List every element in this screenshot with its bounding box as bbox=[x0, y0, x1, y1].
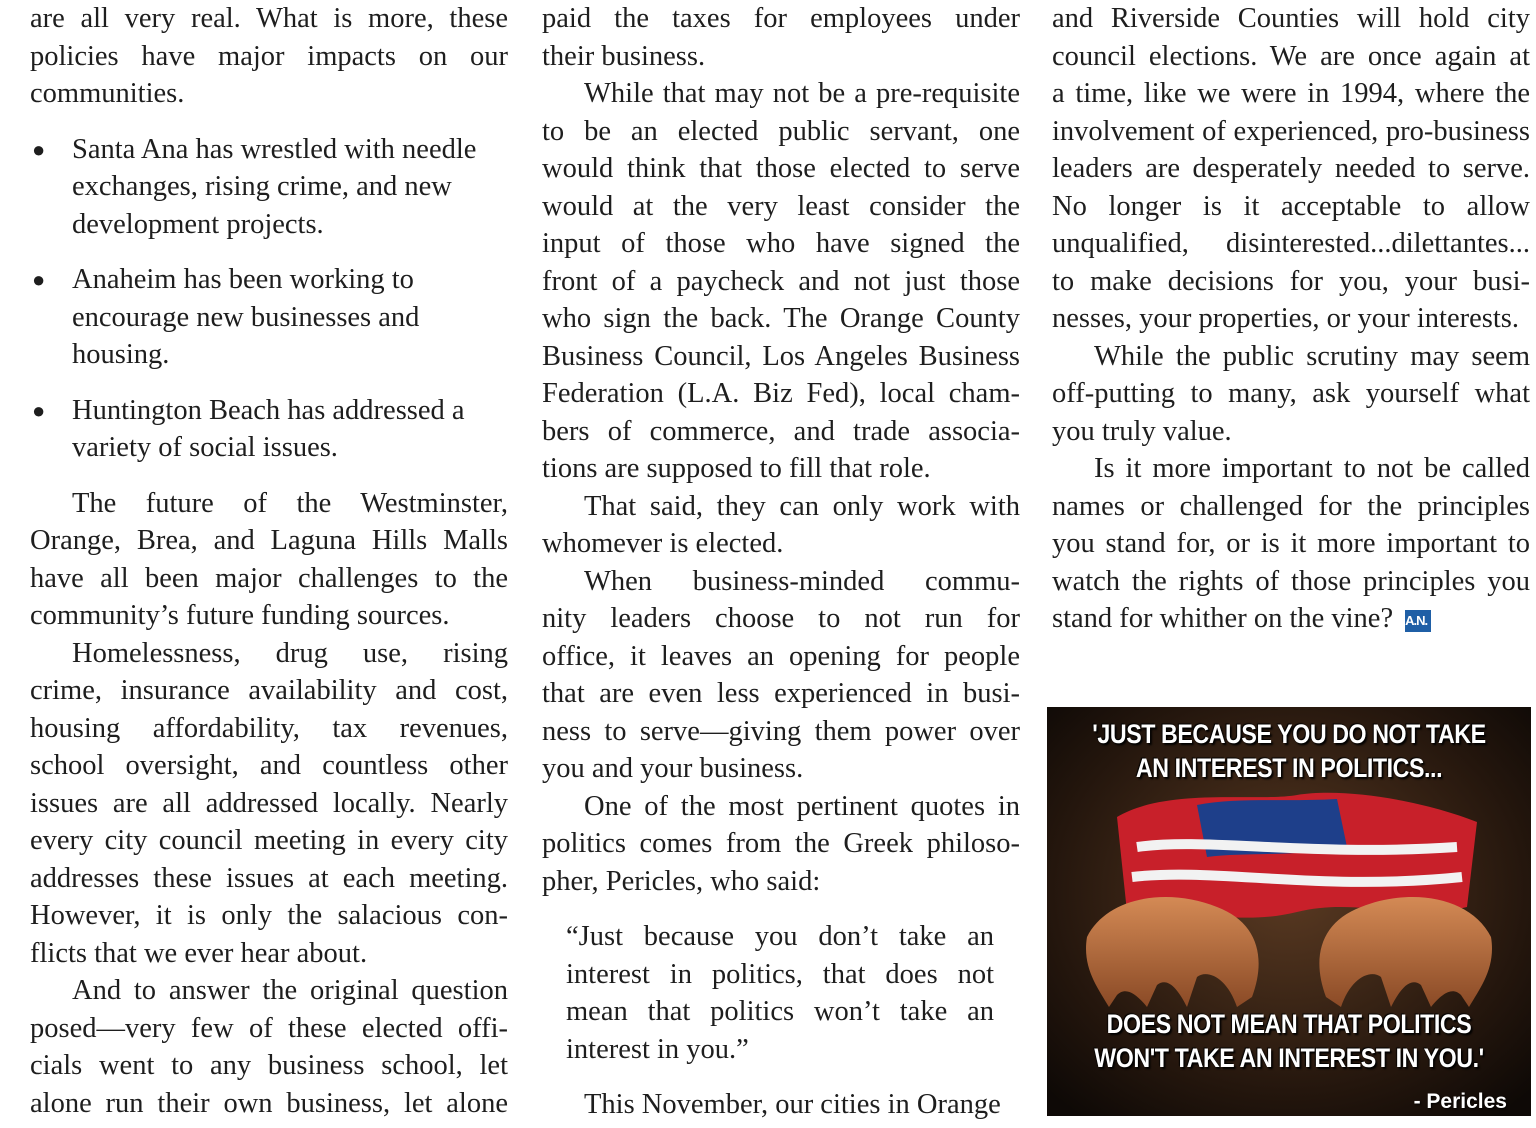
text-line: interest in you.” bbox=[566, 1033, 749, 1065]
text-line: And to answer the original question bbox=[72, 975, 508, 1006]
text-line: While the public scrutiny may seem bbox=[1094, 340, 1530, 372]
text-line: development projects. bbox=[72, 208, 324, 240]
text-line: posed—very few of these elected offi- bbox=[30, 1012, 508, 1044]
text-line: housing affordability, tax revenues, bbox=[30, 712, 508, 744]
text-line: nesses, your properties, or your interests. bbox=[1052, 303, 1519, 334]
text-line: every city council meeting in every city bbox=[30, 825, 508, 856]
paragraph-november bbox=[542, 1086, 1020, 1124]
bullet-icon: ● bbox=[32, 397, 46, 423]
text-line: and Riverside Counties will hold city bbox=[1052, 3, 1530, 34]
text-line: addresses these issues at each meeting. bbox=[30, 862, 508, 894]
text-line: their business. bbox=[542, 40, 706, 72]
text-line: you and your business. bbox=[542, 753, 804, 784]
poster-caption-line: 'JUST BECAUSE YOU DO NOT TAKE bbox=[1092, 719, 1486, 749]
text-line: flicts that we ever hear about. bbox=[30, 937, 368, 969]
poster-bottom-caption bbox=[1081, 1007, 1497, 1075]
text-line: Santa Ana has wrestled with needle bbox=[72, 133, 477, 165]
text-line: that are even less experienced in busi- bbox=[542, 678, 1020, 709]
bullet-item-anaheim bbox=[30, 261, 508, 374]
text-line: to make decisions for you, your busi- bbox=[1052, 265, 1530, 297]
text-line: crime, insurance availability and cost, bbox=[30, 675, 508, 706]
paragraph-when bbox=[542, 563, 1020, 788]
text-line: exchanges, rising crime, and new bbox=[72, 171, 452, 202]
text-line: a time, like we were in 1994, where the bbox=[1052, 78, 1530, 109]
bullet-item-santa-ana bbox=[30, 131, 508, 244]
text-line: you truly value. bbox=[1052, 415, 1232, 447]
text-column-2 bbox=[542, 0, 1020, 1128]
text-line: whomever is elected. bbox=[542, 528, 784, 559]
text-line: have all been major challenges to the bbox=[30, 562, 508, 594]
text-line: names or challenged for the principles bbox=[1052, 490, 1530, 522]
pericles-poster-image bbox=[1047, 707, 1531, 1116]
text-line bbox=[1052, 600, 1530, 638]
bullet-icon: ● bbox=[32, 267, 46, 292]
text-line: cials went to any business school, let bbox=[30, 1050, 508, 1081]
text-line: front of a paycheck and not just those bbox=[542, 265, 1020, 297]
poster-caption-line: WON'T TAKE AN INTEREST IN YOU.' bbox=[1094, 1043, 1484, 1073]
text-line: bers of commerce, and trade associa- bbox=[542, 415, 1020, 447]
text-line: would at the very least consider the bbox=[542, 190, 1020, 222]
paragraph-homelessness bbox=[30, 635, 508, 973]
paragraph-continued bbox=[1052, 0, 1530, 338]
text-line: That said, they can only work with bbox=[584, 490, 1020, 522]
text-line: mean that politics won’t take an bbox=[566, 996, 994, 1027]
poster-attribution: - Pericles bbox=[1413, 1090, 1507, 1113]
poster-caption-line: AN INTEREST IN POLITICS... bbox=[1135, 753, 1443, 783]
text-line: unqualified, disinterested...dilettantes... bbox=[1052, 228, 1530, 259]
bullet-list bbox=[30, 131, 508, 467]
text-line: community’s future funding sources. bbox=[30, 600, 450, 631]
text-line: variety of social issues. bbox=[72, 432, 338, 463]
text-line: nity leaders choose to not run for bbox=[542, 603, 1020, 634]
poster-top-caption bbox=[1081, 717, 1497, 785]
text-line: Homelessness, drug use, rising bbox=[72, 637, 508, 669]
text-line: No longer is it acceptable to allow bbox=[1052, 190, 1530, 222]
text-line: office, it leaves an opening for people bbox=[542, 640, 1020, 672]
text-line: When business-minded commu- bbox=[584, 565, 1020, 597]
text-line: issues are all addressed locally. Nearly bbox=[30, 787, 508, 819]
text-line: would think that those elected to serve bbox=[542, 153, 1020, 184]
text-line: communities. bbox=[30, 78, 185, 109]
text-line: housing. bbox=[72, 339, 170, 370]
text-line: involvement of experienced, pro-business bbox=[1052, 115, 1530, 147]
text-line: “Just because you don’t take an bbox=[566, 921, 994, 952]
poster-caption-line: DOES NOT MEAN THAT POLITICS bbox=[1106, 1009, 1472, 1039]
text-line: watch the rights of those principles you bbox=[1052, 565, 1530, 597]
text-line: Is it more important to not be called bbox=[1094, 453, 1530, 484]
text-line: leaders are desperately needed to serve. bbox=[1052, 153, 1530, 184]
text-line: you stand for, or is it more important to bbox=[1052, 528, 1530, 559]
text-column-1 bbox=[30, 0, 508, 1128]
paragraph-prerequisite bbox=[542, 75, 1020, 488]
text-line: politics comes from the Greek philoso- bbox=[542, 828, 1020, 859]
text-line: off-putting to many, ask yourself what bbox=[1052, 378, 1530, 409]
paragraph-continued bbox=[542, 0, 1020, 75]
text-span: stand for whither on the vine? bbox=[1052, 603, 1394, 634]
text-line: policies have major impacts on our bbox=[30, 40, 508, 72]
text-line: Federation (L.A. Biz Fed), local cham- bbox=[542, 378, 1020, 409]
text-line: to be an elected public servant, one bbox=[542, 115, 1020, 147]
text-line: ness to serve—giving them power over bbox=[542, 715, 1020, 747]
paragraph-answer bbox=[30, 972, 508, 1122]
paragraph-quotes bbox=[542, 788, 1020, 901]
bullet-item-huntington-beach bbox=[30, 392, 508, 467]
end-mark-icon: A.N. bbox=[1405, 610, 1431, 632]
paragraph-malls bbox=[30, 485, 508, 635]
text-line: One of the most pertinent quotes in bbox=[584, 790, 1020, 822]
text-line: pher, Pericles, who said: bbox=[542, 865, 821, 897]
text-line: tions are supposed to fill that role. bbox=[542, 453, 931, 484]
text-line: While that may not be a pre-requisite bbox=[584, 78, 1020, 109]
text-line: The future of the Westminster, bbox=[72, 487, 508, 519]
text-line: This November, our cities in Orange bbox=[584, 1089, 1001, 1120]
text-line: input of those who have signed the bbox=[542, 228, 1020, 259]
text-line: school oversight, and countless other bbox=[30, 750, 508, 781]
text-line: council elections. We are once again at bbox=[1052, 40, 1530, 72]
paragraph-that-said bbox=[542, 488, 1020, 563]
text-line: Orange, Brea, and Laguna Hills Malls bbox=[30, 525, 508, 556]
block-quote-pericles bbox=[566, 918, 994, 1068]
paragraph-scrutiny bbox=[1052, 338, 1530, 451]
text-line: interest in politics, that does not bbox=[566, 958, 994, 990]
text-line: encourage new businesses and bbox=[72, 301, 420, 333]
text-line: who sign the back. The Orange County bbox=[542, 303, 1020, 334]
text-line: paid the taxes for employees under bbox=[542, 3, 1020, 34]
text-line: are all very real. What is more, these bbox=[30, 3, 508, 34]
text-line: Huntington Beach has addressed a bbox=[72, 394, 465, 426]
text-line: Business Council, Los Angeles Business bbox=[542, 340, 1020, 372]
text-line: However, it is only the salacious con- bbox=[30, 900, 508, 931]
paragraph-important bbox=[1052, 450, 1530, 638]
text-line: Anaheim has been working to bbox=[72, 264, 414, 295]
paragraph-intro bbox=[30, 0, 508, 113]
bullet-icon: ● bbox=[32, 136, 46, 162]
text-line: alone run their own business, let alone bbox=[30, 1087, 508, 1119]
